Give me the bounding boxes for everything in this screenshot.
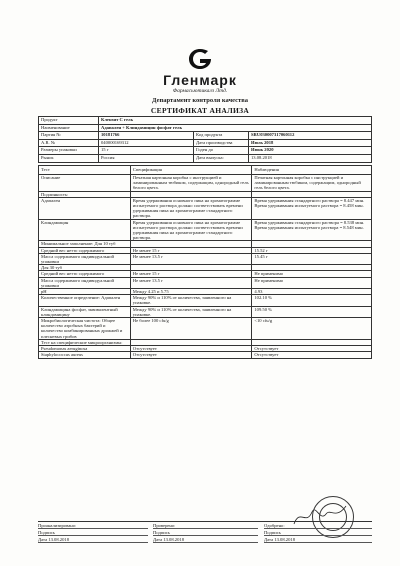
- test-results-table: [38, 165, 372, 359]
- checked-label: Проверено:: [153, 522, 258, 529]
- specification-cell: Не менее 15 г: [130, 271, 252, 277]
- product-info-table: [38, 116, 372, 163]
- market-value: Россия: [99, 154, 194, 162]
- specification-cell: Между 90% и 110% от количества, заявленного на упаковке.: [130, 295, 252, 306]
- observation-cell: 102.10 %: [252, 295, 372, 306]
- table-row: [39, 175, 372, 192]
- specification-cell: Между 90% и 110% от количества, заявленного на упаковке.: [130, 306, 252, 317]
- table-row: [39, 295, 372, 306]
- test-name-cell: Микробиологическая чистота: Общее количество аэробных бактерий и количество комбинированных дрожжей и плесневых грибов: [39, 318, 131, 340]
- specification-cell: Время удерживания основного пика на хроматограмме испытуемого раствора должно соответствовать времени удерживания пика на хроматограмме стандартного раствора.: [130, 197, 252, 219]
- observation-cell: Отсутствует: [252, 352, 372, 358]
- observation-cell: 109.50 %: [252, 306, 372, 317]
- observation-cell: Отсутствует: [252, 346, 372, 352]
- product-label: Продукт: [39, 117, 99, 125]
- table-row: [39, 253, 372, 264]
- observation-cell: Не применимо: [252, 271, 372, 277]
- observation-cell: <10 cfu/g: [252, 318, 372, 340]
- test-name-cell: Клиндамицина фосфат, эквивалентный клиндамицину: [39, 306, 131, 317]
- test-name-cell: Для 30 туб: [39, 265, 131, 271]
- observation-cell: 15.45 г: [252, 253, 372, 264]
- test-name-cell: Описание: [39, 175, 131, 192]
- test-name-cell: Подлинность:: [39, 191, 131, 197]
- analyzed-date: Дата 13.08.2018: [38, 536, 148, 543]
- release-date-label: Дата выпуска:: [194, 154, 249, 162]
- test-name-cell: Клиндамицин: [39, 219, 131, 241]
- observation-cell: 4.93: [252, 289, 372, 295]
- observations-column-header: Наблюдения: [252, 166, 372, 175]
- observation-cell: Печатная картонная коробка с инструкцией и ламинированным тюбиком, содержащим, однородный гель белого цвета.: [252, 175, 372, 192]
- certificate-title: СЕРТИФИКАТ АНАЛИЗА: [150, 106, 250, 115]
- specification-cell: Отсутствует: [130, 346, 252, 352]
- test-name-cell: pH: [39, 289, 131, 295]
- checked-date: Дата 13.08.2018: [153, 536, 258, 543]
- specification-column-header: Спецификация: [130, 166, 252, 175]
- specification-cell: Между 4.25 и 5.75: [130, 289, 252, 295]
- market-label: Рынок: [39, 154, 99, 162]
- pack-size-value: 15 г: [99, 147, 194, 155]
- name-value: Адапален + Клиндамицин фосфат гель: [99, 124, 372, 132]
- test-name-cell: Staphylococcus aureus: [39, 352, 131, 358]
- test-column-header: Тест: [39, 166, 131, 175]
- analyzed-label: Проанализировано:: [38, 522, 148, 529]
- product-value: Клензит С гель: [99, 117, 372, 125]
- glenmark-logo-icon: [187, 48, 213, 70]
- test-name-cell: Тест на специфические микроорганизмы:: [39, 339, 131, 345]
- test-name-cell: Минимальное заполнение: Для 10 туб: [39, 241, 131, 247]
- batch-label: Партия №: [39, 132, 99, 140]
- brand-subtitle: Фармасьютикалз Лтд.: [172, 88, 228, 94]
- observation-cell: 15.52 г: [252, 247, 372, 253]
- specification-cell: Отсутствует: [130, 352, 252, 358]
- table-row: [39, 197, 372, 219]
- specification-cell: Не менее 15 г: [130, 247, 252, 253]
- approved-signature-label: Подпись: [264, 529, 372, 536]
- test-name-cell: Средний вес нетто содержимого: [39, 271, 131, 277]
- pack-size-label: Размеры упаковки: [39, 147, 99, 155]
- batch-value: 10181766: [99, 132, 194, 140]
- expiry-label: Годен до: [194, 147, 249, 155]
- table-row: [39, 219, 372, 241]
- product-code-label: Код продукта: [194, 132, 249, 140]
- test-name-cell: Масса содержимого индивидуальной упаковки: [39, 253, 131, 264]
- observation-cell: Время удерживания стандартного раствора = 8.538 мин. Время удерживания испытуемого раствора = 8.548 мин.: [252, 219, 372, 241]
- test-name-cell: Масса содержимого индивидуальной упаковки: [39, 277, 131, 288]
- name-label: Наименование: [39, 124, 99, 132]
- product-code-value: SRU030007317060112: [249, 132, 372, 140]
- analyzed-signature-label: Подпись: [38, 529, 148, 536]
- test-name-cell: Pseudomonas aeruginosa: [39, 346, 131, 352]
- specification-cell: Не более 100 cfu/g: [130, 318, 252, 340]
- ar-value: 040000169312: [99, 139, 194, 147]
- mfg-date-value: Июль 2018: [249, 139, 372, 147]
- table-row: [39, 352, 372, 358]
- table-row: [39, 318, 372, 340]
- department-title: Департамент контроля качества: [152, 97, 248, 104]
- test-name-cell: Адапален: [39, 197, 131, 219]
- release-date-value: 13.08.2018: [249, 154, 372, 162]
- expiry-value: Июнь 2020: [249, 147, 372, 155]
- specification-cell: Время удерживания основного пика на хроматограмме испытуемого раствора должно соответствовать времени удерживания пика на хроматограмме стандартного раствора.: [130, 219, 252, 241]
- table-row: [39, 277, 372, 288]
- checked-signature-label: Подпись: [153, 529, 258, 536]
- ar-label: A.R. №: [39, 139, 99, 147]
- specification-cell: Не менее 13.5 г: [130, 277, 252, 288]
- approved-date: Дата 13.08.2018: [264, 536, 372, 543]
- specification-cell: Печатная картонная коробка с инструкцией и ламинированным тюбиком, содержащим, однородный гель белого цвета.: [130, 175, 252, 192]
- observation-cell: Не применимо: [252, 277, 372, 288]
- test-name-cell: Количественное определение: Адапален: [39, 295, 131, 306]
- approved-label: Одобрено:: [264, 522, 372, 529]
- signature-block: [38, 521, 372, 542]
- specification-cell: Не менее 13.5 г: [130, 253, 252, 264]
- mfg-date-label: Дата производства: [194, 139, 249, 147]
- table-row: [39, 306, 372, 317]
- observation-cell: Время удерживания стандартного раствора = 8.447 мин. Время удерживания испытуемого раствора = 8.458 мин.: [252, 197, 372, 219]
- test-name-cell: Средний вес нетто содержимого: [39, 247, 131, 253]
- brand-name: Гленмарк: [163, 72, 237, 88]
